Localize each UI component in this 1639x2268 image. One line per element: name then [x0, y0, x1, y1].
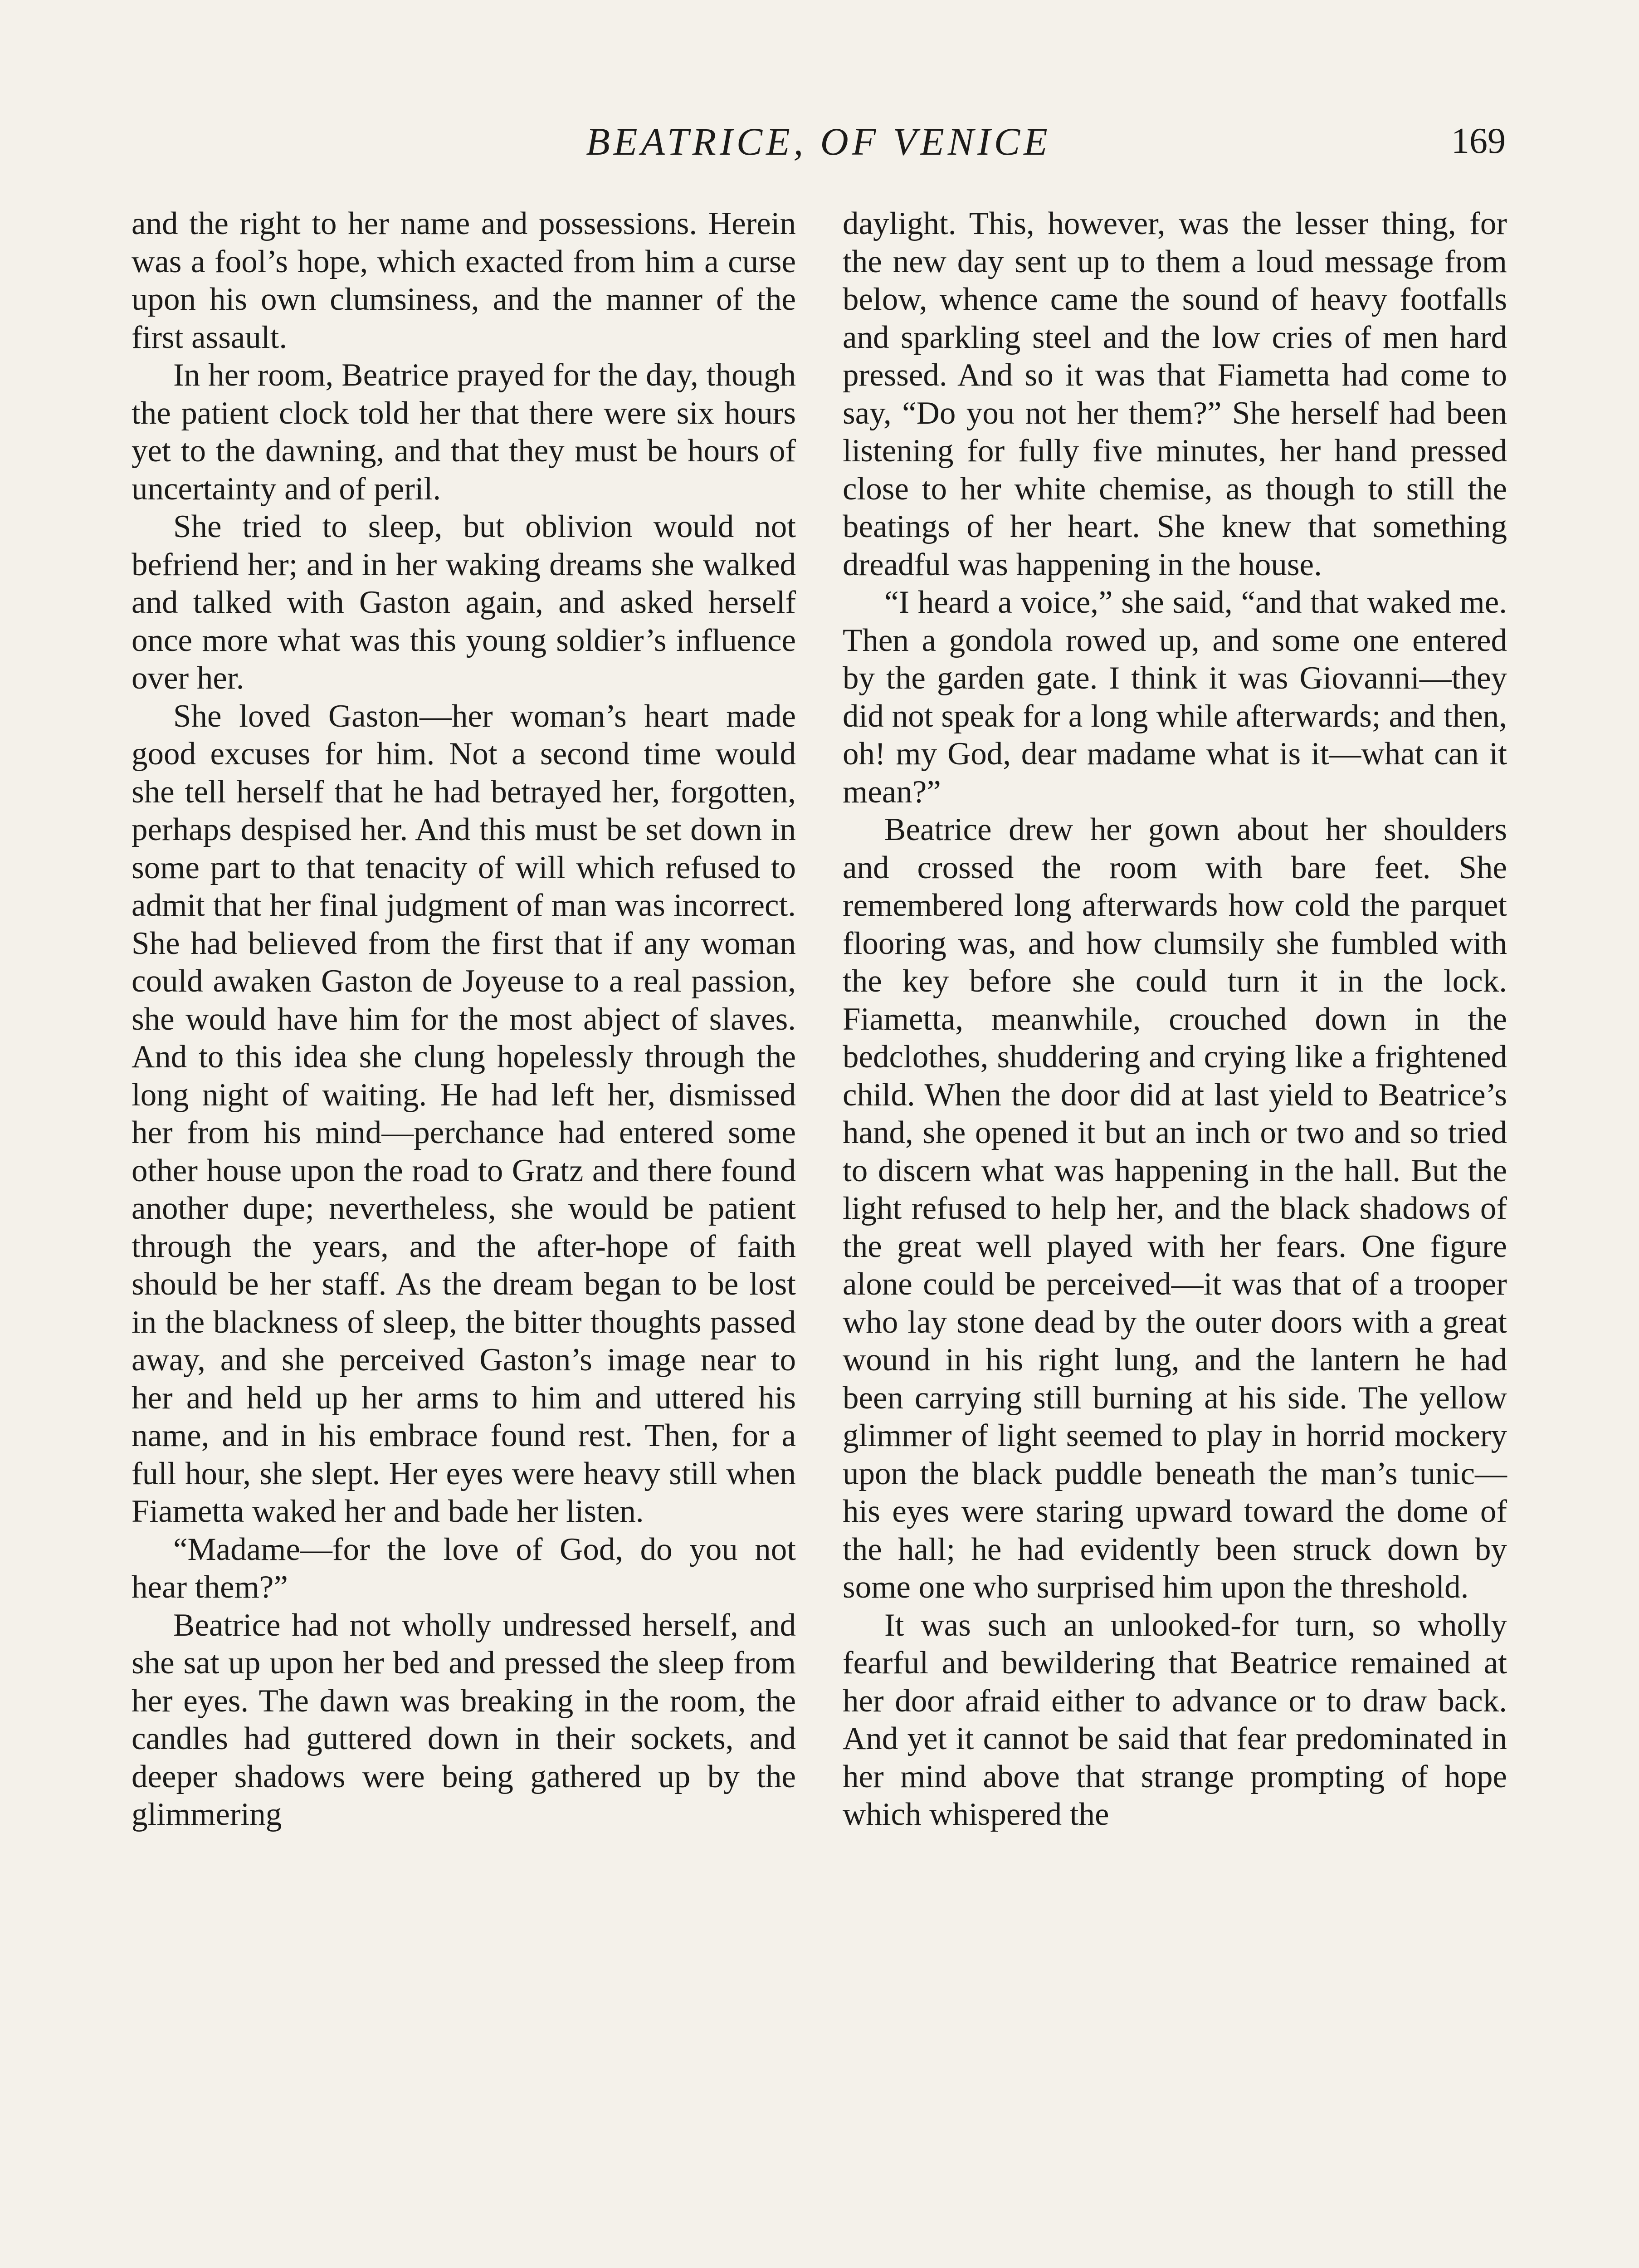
paragraph: In her room, Beatrice prayed for the day, though the patient clock told her that there were six hours yet to the dawning, and that they must be hours of uncertainty and of peril.: [132, 357, 796, 507]
running-title: BEATRICE, OF VENICE: [586, 120, 1051, 163]
paragraph: She loved Gaston—her woman’s heart made good excuses for him. Not a second time would she tell herself that he had betrayed her, forgotten, perhaps despised her. And this must be set down in some part to that tenacity of will which refused to admit that her final judgment of man was incorrect. She had believed from the first that if any woman could awaken Gaston de Joyeuse to a real passion, she would have him for the most abject of slaves. And to this idea she clung hopelessly through the long night of waiting. He had left her, dismissed her from his mind—perchance had entered some other house upon the road to Gratz and there found another dupe; nevertheless, she would be patient through the years, and the after-hope of faith should be her staff. As the dream began to be lost in the blackness of sleep, the bitter thoughts passed away, and she perceived Gaston’s image near to her and held up her arms to him and uttered his name, and in his embrace found rest. Then, for a full hour, she slept. Her eyes were heavy still when Fiametta waked her and bade her listen.: [132, 698, 796, 1529]
paragraph: She tried to sleep, but oblivion would not befriend her; and in her waking dreams she walked and talked with Gaston again, and asked herself once more what was this young soldier’s influence over her.: [132, 509, 796, 696]
paragraph: “I heard a voice,” she said, “and that waked me. Then a gondola rowed up, and some one entered by the garden gate. I think it was Giovanni—they did not speak for a long while afterwards; and then, oh! my God, dear madame what is it—what can it mean?”: [843, 585, 1507, 810]
paragraph: Beatrice had not wholly undressed herself, and she sat up upon her bed and pressed the sleep from her eyes. The dawn was breaking in the room, the candles had guttered down in their sockets, and deeper shadows were being gathered up by the glimmering: [132, 1607, 796, 1832]
running-header: [132, 119, 1506, 169]
right-column: [843, 205, 1507, 1834]
paragraph: daylight. This, however, was the lesser thing, for the new day sent up to them a loud message from below, whence came the sound of heavy footfalls and sparkling steel and the low cries of men hard pressed. And so it was that Fiametta had come to say, “Do you not her them?” She herself had been listening for fully five minutes, her hand pressed close to her white chemise, as though to still the beatings of her heart. She knew that something dreadful was happening in the house.: [843, 206, 1507, 582]
paragraph: Beatrice drew her gown about her shoulders and crossed the room with bare feet. She remembered long afterwards how cold the parquet flooring was, and how clumsily she fumbled with the key before she could turn it in the lock. Fiametta, meanwhile, crouched down in the bedclothes, shuddering and crying like a frightened child. When the door did at last yield to Beatrice’s hand, she opened it but an inch or two and so tried to discern what was happening in the hall. But the light refused to help her, and the black shadows of the great well played with her fears. One figure alone could be perceived—it was that of a trooper who lay stone dead by the outer doors with a great wound in his right lung, and the lantern he had been carrying still burning at his side. The yellow glimmer of light seemed to play in horrid mockery upon the black puddle beneath the man’s tunic—his eyes were staring upward toward the dome of the hall; he had evidently been struck down by some one who surprised him upon the threshold.: [843, 812, 1507, 1605]
page-number: 169: [1451, 121, 1506, 161]
paragraph: “Madame—for the love of God, do you not hear them?”: [132, 1531, 796, 1605]
paragraph: It was such an unlooked-for turn, so wholly fearful and bewildering that Beatrice remained at her door afraid either to advance or to draw back. And yet it cannot be said that fear predominated in her mind above that strange prompting of hope which whispered the: [843, 1607, 1507, 1832]
paragraph: and the right to her name and possessions. Herein was a fool’s hope, which exacted from him a curse upon his own clumsiness, and the manner of the first assault.: [132, 206, 796, 355]
left-column: [132, 205, 796, 1834]
